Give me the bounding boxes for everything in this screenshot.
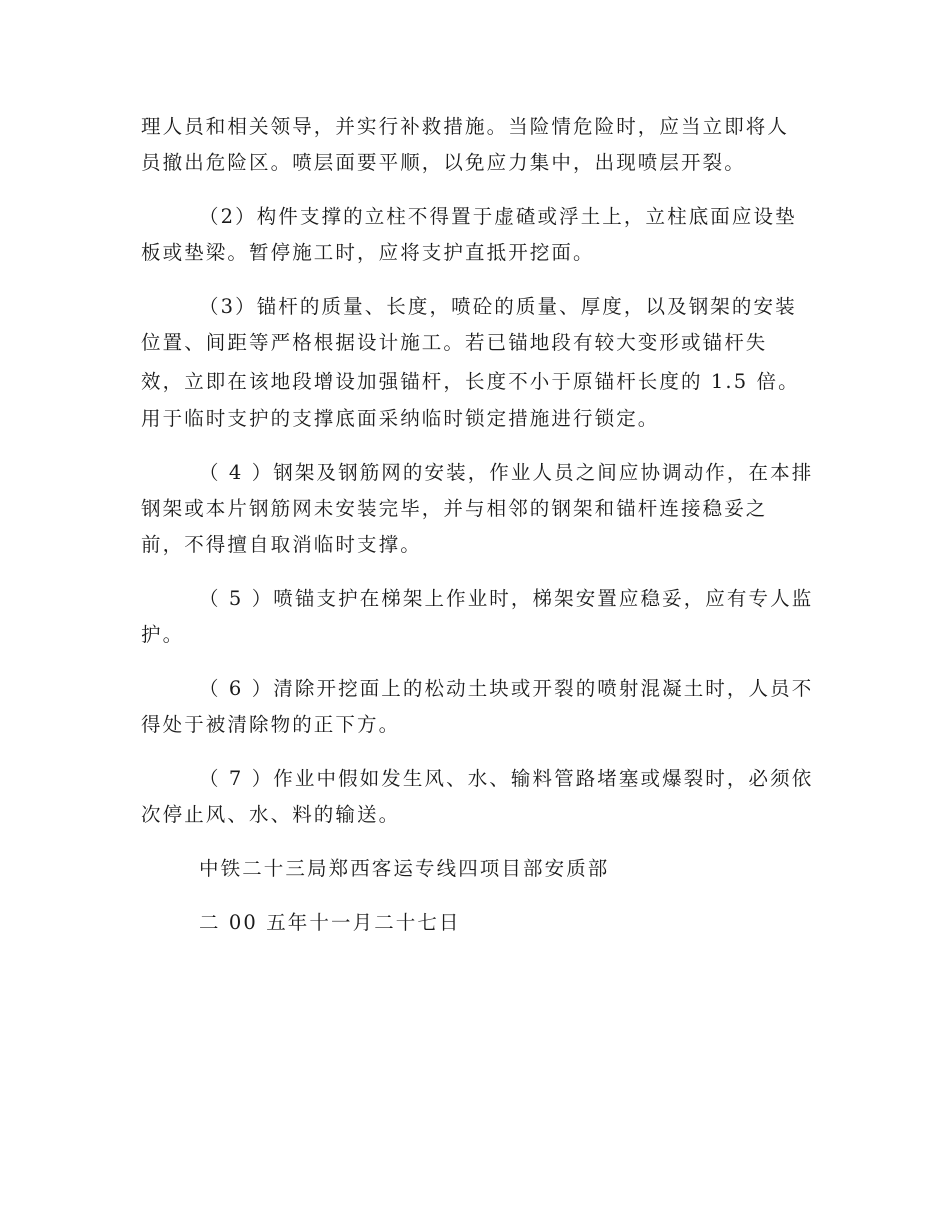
paragraph-5-line-1: （ 5 ）喷锚支护在梯架上作业时，梯架安置应稳妥，应有专人监 (199, 587, 814, 610)
paragraph-4-line-2: 钢架或本片钢筋网未安装完毕，并与相邻的钢架和锚杆连接稳妥之 (141, 497, 768, 520)
paragraph-6-line-2: 得处于被清除物的正下方。 (141, 713, 401, 736)
signature-date: 二 00 五年十一月二十七日 (199, 911, 461, 934)
paragraph-3-line-3: 效，立即在该地段增设加强锚杆，长度不小于原锚杆长度的 1.5 倍。 (141, 370, 800, 393)
paragraph-2-line-1: （2）构件支撑的立柱不得置于虚碴或浮土上，立柱底面应设垫 (199, 205, 797, 228)
signature-organization: 中铁二十三局郑西客运专线四项目部安质部 (199, 857, 610, 880)
paragraph-4-line-3: 前，不得擅自取消临时支撑。 (141, 533, 422, 556)
paragraph-2-line-2: 板或垫梁。暂停施工时，应将支护直抵开挖面。 (141, 241, 595, 264)
paragraph-1-line-1: 理人员和相关领导，并实行补救措施。当险情危险时，应当立即将人 (141, 115, 790, 138)
paragraph-4-line-1: （ 4 ）钢架及钢筋网的安装，作业人员之间应协调动作，在本排 (199, 461, 814, 484)
paragraph-7-line-2: 次停止风、水、料的输送。 (141, 803, 401, 826)
paragraph-1-line-2: 员撤出危险区。喷层面要平顺，以免应力集中，出现喷层开裂。 (141, 151, 746, 174)
paragraph-3-line-1: （3）锚杆的质量、长度，喷砼的质量、厚度，以及钢架的安装 (199, 295, 797, 318)
paragraph-3-line-2: 位置、间距等严格根据设计施工。若已锚地段有较大变形或锚杆失 (141, 331, 768, 354)
paragraph-5-line-2: 护。 (141, 623, 185, 646)
paragraph-3-line-4: 用于临时支护的支撑底面采纳临时锁定措施进行锁定。 (141, 407, 660, 430)
paragraph-7-line-1: （ 7 ）作业中假如发生风、水、输料管路堵塞或爆裂时，必须依 (199, 767, 814, 790)
paragraph-6-line-1: （ 6 ）清除开挖面上的松动土块或开裂的喷射混凝土时，人员不 (199, 677, 814, 700)
